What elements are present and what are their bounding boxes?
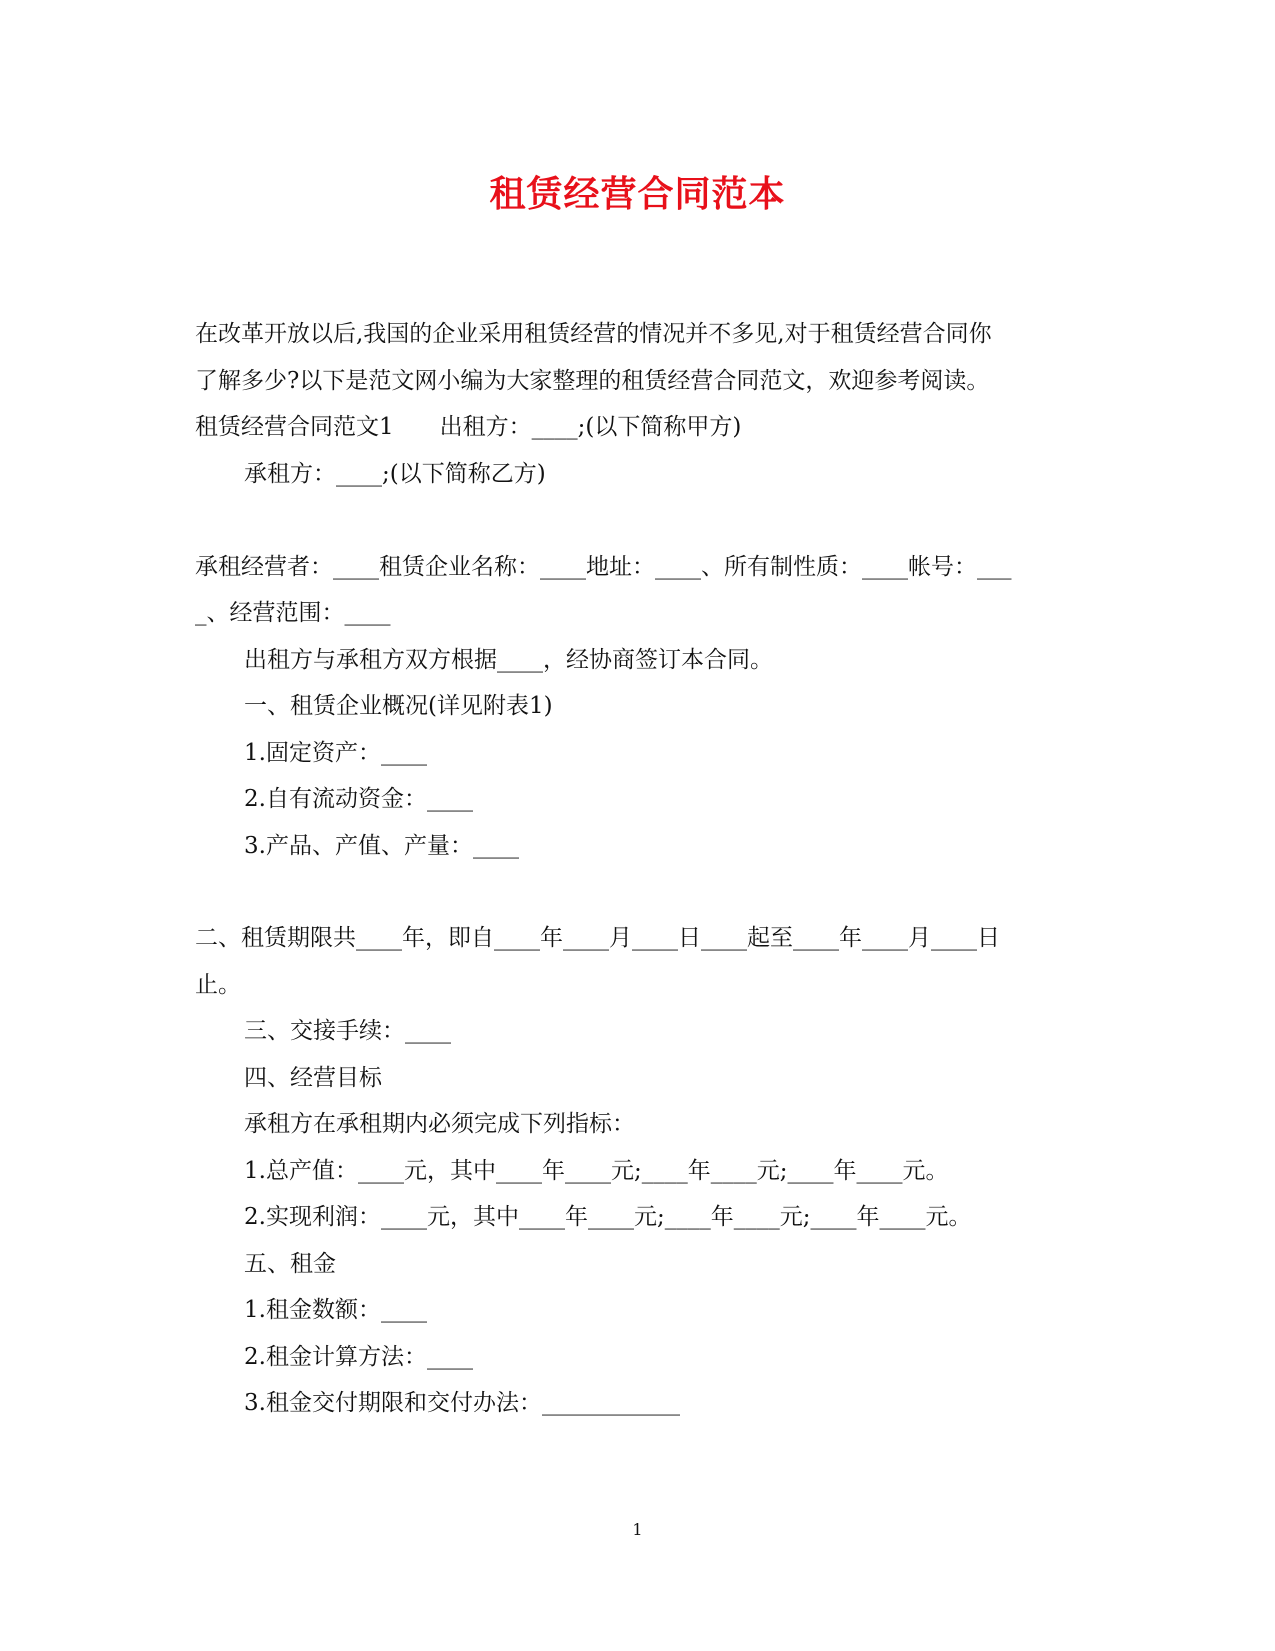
paragraph-line: 二、租赁期限共____年，即自____年____月____日____起至____年____月____日: [195, 925, 1000, 951]
list-item: 2.自有流动资金：____: [244, 786, 473, 812]
list-item: 2.租金计算方法：____: [244, 1344, 473, 1370]
paragraph-line: _、经营范围：____: [195, 600, 391, 626]
section-heading: 五、租金: [244, 1251, 336, 1277]
paragraph-line: 出租方与承租方双方根据____，经协商签订本合同。: [244, 647, 773, 673]
list-item: 2.实现利润：____元，其中____年____元;____年____元;____年____元。: [244, 1204, 972, 1230]
section-heading: 四、经营目标: [244, 1065, 382, 1091]
list-item: 1.租金数额：____: [244, 1297, 427, 1323]
list-item: 3.租金交付期限和交付办法：____________: [244, 1390, 680, 1416]
list-item: 1.固定资产：____: [244, 740, 427, 766]
document-title: 租赁经营合同范本: [489, 173, 786, 215]
paragraph-line: 承租经营者：____租赁企业名称：____地址：____、所有制性质：____帐号：___: [195, 554, 1012, 580]
paragraph-line: 在改革开放以后,我国的企业采用租赁经营的情况并不多见,对于租赁经营合同你: [195, 321, 992, 347]
list-item: 3.产品、产值、产量：____: [244, 833, 519, 859]
section-heading: 三、交接手续：____: [244, 1018, 451, 1044]
paragraph-line: 了解多少?以下是范文网小编为大家整理的租赁经营合同范文，欢迎参考阅读。: [195, 368, 990, 394]
paragraph-line: 承租方：____;(以下简称乙方): [244, 461, 546, 487]
list-item: 1.总产值：____元，其中____年____元;____年____元;____年____元。: [244, 1158, 949, 1184]
paragraph-line: 租赁经营合同范文1 出租方：____;(以下简称甲方): [195, 414, 742, 440]
paragraph-line: 止。: [195, 972, 241, 998]
paragraph-line: 承租方在承租期内必须完成下列指标：: [244, 1111, 635, 1137]
page-number: 1: [632, 1520, 643, 1539]
section-heading: 一、租赁企业概况(详见附表1): [244, 693, 553, 719]
